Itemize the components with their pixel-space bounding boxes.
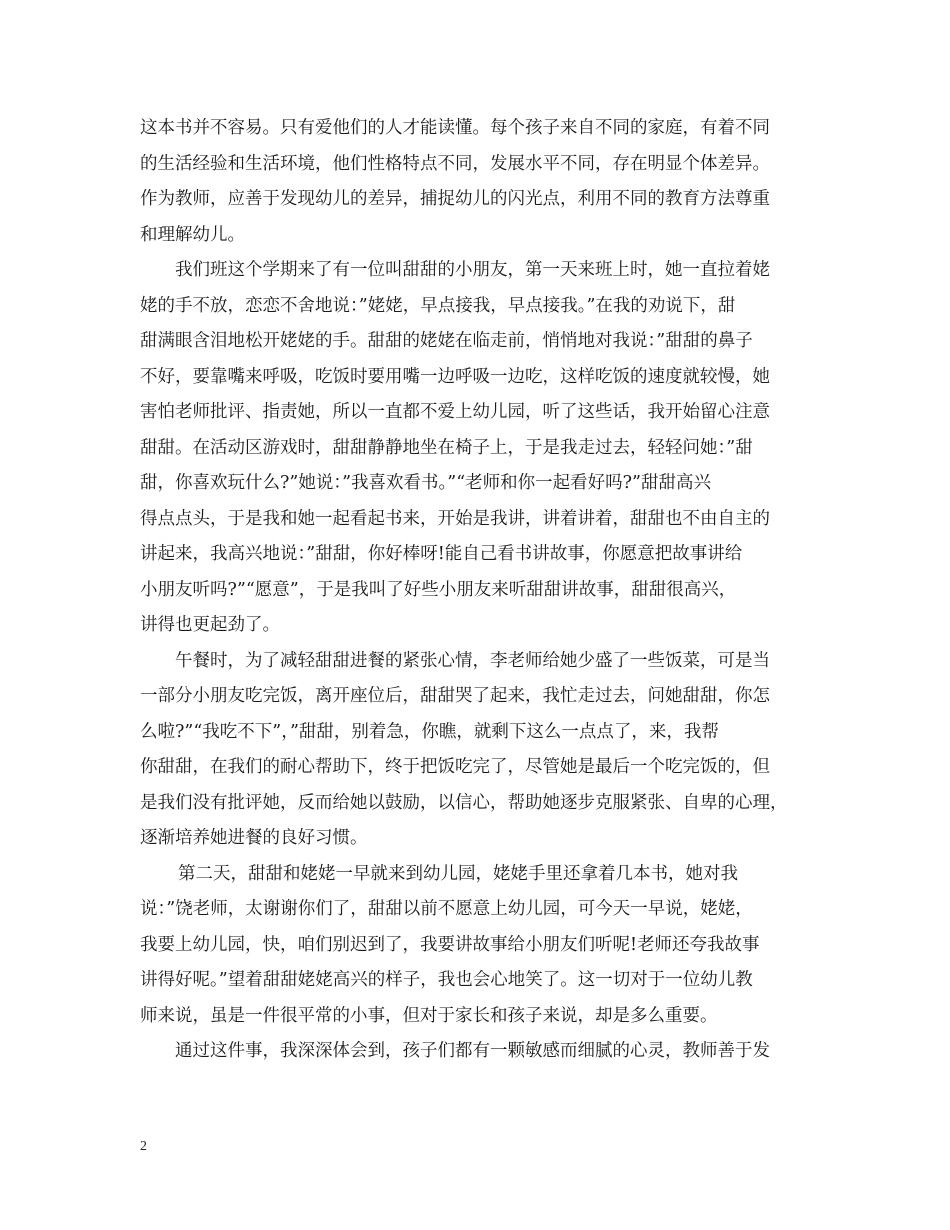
text-line: 的生活经验和生活环境，他们性格特点不同，发展水平不同，存在明显个体差异。 xyxy=(140,153,770,174)
text-line: 么啦?”“我吃不下”，”甜甜，别着急，你瞧，就剩下这么一点点了，来，我帮 xyxy=(140,721,719,742)
text-line: 害怕老师批评、指责她，所以一直都不爱上幼儿园，听了这些话，我开始留心注意 xyxy=(140,402,770,422)
paragraph-1 xyxy=(140,111,822,253)
text-line: 甜甜。在活动区游戏时，甜甜静静地坐在椅子上，于是我走过去，轻轻问她：”甜 xyxy=(140,437,753,458)
text-line: 甜，你喜欢玩什么?”她说：”我喜欢看书。”“老师和你一起看好吗?”甜甜高兴 xyxy=(140,473,711,493)
text-line: 甜满眼含泪地松开姥姥的手。甜甜的姥姥在临走前，悄悄地对我说：”甜甜的鼻子 xyxy=(140,331,753,351)
text-line: 我们班这个学期来了有一位叫甜甜的小朋友，第一天来班上时，她一直拉着姥 xyxy=(175,260,770,280)
text-line: 和理解幼儿。 xyxy=(140,224,245,245)
paragraph-5 xyxy=(140,1034,822,1070)
text-line: 小朋友听吗?”“愿意”，于是我叫了好些小朋友来听甜甜讲故事，甜甜很高兴， xyxy=(140,579,737,600)
text-line: 我要上幼儿园，快，咱们别迟到了，我要讲故事给小朋友们听呢!老师还夸我故事 xyxy=(140,934,760,955)
text-line: 通过这件事，我深深体会到，孩子们都有一颗敏感而细腻的心灵，教师善于发 xyxy=(175,1041,770,1061)
text-line: 讲得好呢。”望着甜甜姥姥高兴的样子，我也会心地笑了。这一切对于一位幼儿教 xyxy=(140,970,753,990)
text-line: 师来说，虽是一件很平常的小事，但对于家长和孩子来说，却是多么重要。 xyxy=(140,1005,718,1026)
text-line: 讲起来，我高兴地说：”甜甜，你好棒呀!能自己看书讲故事，你愿意把故事讲给 xyxy=(140,544,743,564)
document-body xyxy=(140,111,822,1070)
text-line: 讲得也更起劲了。 xyxy=(140,615,280,635)
text-line: 午餐时，为了减轻甜甜进餐的紧张心情，李老师给她少盛了一些饭菜，可是当 xyxy=(175,650,770,671)
paragraph-4 xyxy=(140,857,822,1035)
paragraph-2 xyxy=(140,253,822,644)
text-line: 说：”饶老师，太谢谢你们了，甜甜以前不愿意上幼儿园，可今天一早说，姥姥， xyxy=(140,899,753,919)
text-line: 得点点头，于是我和她一起看起书来，开始是我讲，讲着讲着，甜甜也不由自主的 xyxy=(140,508,770,529)
paragraph-3 xyxy=(140,644,822,857)
text-line: 逐渐培养她进餐的良好习惯。 xyxy=(140,828,368,848)
text-line: 第二天，甜甜和姥姥一早就来到幼儿园，姥姥手里还拿着几本书，她对我 xyxy=(178,863,738,884)
text-line: 是我们没有批评她，反而给她以鼓励，以信心，帮助她逐步克服紧张、自卑的心理， xyxy=(140,792,788,813)
text-line: 这本书并不容易。只有爱他们的人才能读懂。每个孩子来自不同的家庭，有着不同 xyxy=(140,118,770,138)
text-line: 一部分小朋友吃完饭，离开座位后，甜甜哭了起来，我忙走过去，问她甜甜，你怎 xyxy=(140,686,770,706)
text-line: 作为教师，应善于发现幼儿的差异，捕捉幼儿的闪光点，利用不同的教育方法尊重 xyxy=(140,189,770,209)
text-line: 你甜甜，在我们的耐心帮助下，终于把饭吃完了，尽管她是最后一个吃完饭的，但 xyxy=(140,757,770,777)
text-line: 不好，要靠嘴来呼吸，吃饭时要用嘴一边呼吸一边吃，这样吃饭的速度就较慢，她 xyxy=(140,366,770,387)
page-number: 2 xyxy=(140,1139,147,1154)
text-line: 姥的手不放，恋恋不舍地说：”姥姥，早点接我，早点接我。”在我的劝说下，甜 xyxy=(140,295,736,316)
